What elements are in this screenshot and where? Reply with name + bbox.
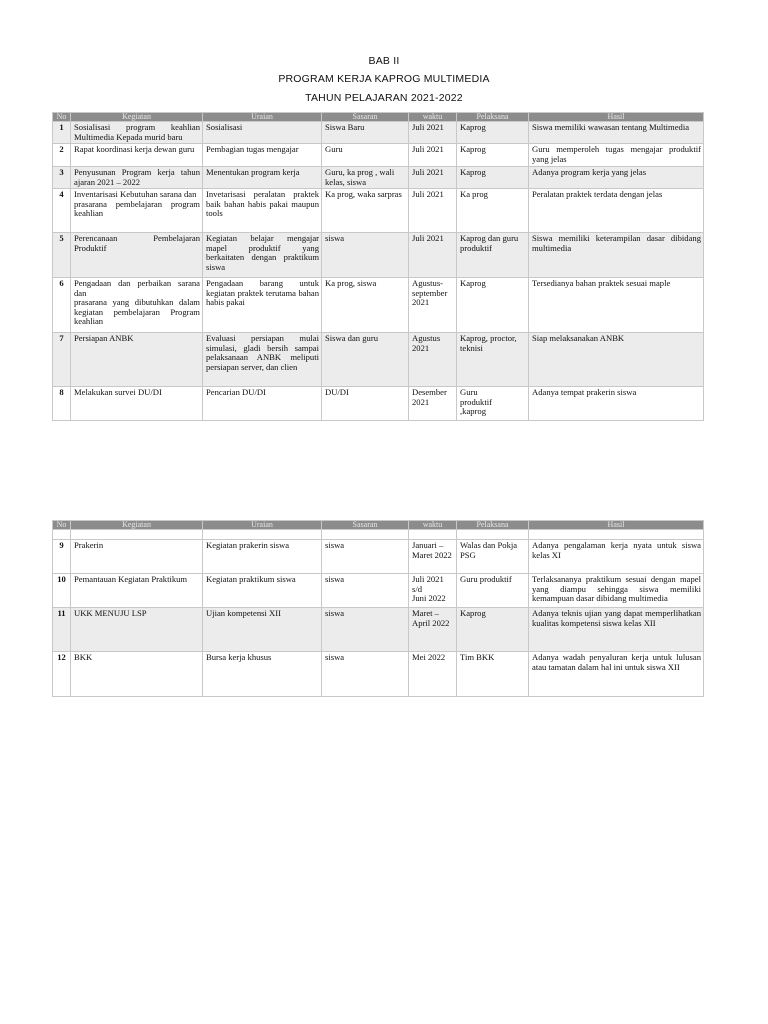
cell-pelaksana: Kaprog (457, 144, 529, 167)
cell-hasil: Siswa memiliki wawasan tentang Multimedia (529, 122, 704, 144)
header-no: No (53, 521, 71, 530)
cell-hasil: Adanya pengalaman kerja nyata untuk siswa kelas XI (529, 540, 704, 574)
program-table-2 (52, 520, 704, 697)
cell-sasaran: siswa (322, 574, 409, 608)
cell-kegiatan: Penyusunan Program kerja tahun ajaran 2021 – 2022 (71, 167, 203, 189)
table-spacer-row (53, 530, 704, 540)
cell-no: 8 (53, 387, 71, 421)
table-row (53, 387, 704, 421)
cell-uraian: Pencarian DU/DI (203, 387, 322, 421)
header-uraian: Uraian (203, 113, 322, 122)
header-sasaran: Sasaran (322, 113, 409, 122)
cell-sasaran: siswa (322, 540, 409, 574)
cell-no: 5 (53, 233, 71, 278)
cell-waktu: Juli 2021 (409, 233, 457, 278)
cell-pelaksana: Kaprog, proctor, teknisi (457, 333, 529, 387)
cell-no: 2 (53, 144, 71, 167)
chapter-title: BAB II (368, 55, 400, 67)
cell-no: 6 (53, 278, 71, 333)
cell-waktu: Maret – April 2022 (409, 608, 457, 652)
cell-no: 11 (53, 608, 71, 652)
cell-sasaran: Ka prog, siswa (322, 278, 409, 333)
cell-waktu: Agustus-september 2021 (409, 278, 457, 333)
table-row (53, 652, 704, 697)
cell-kegiatan: BKK (71, 652, 203, 697)
table-1-body (53, 122, 704, 421)
cell-uraian: Ujian kompetensi XII (203, 608, 322, 652)
cell-no: 12 (53, 652, 71, 697)
cell-kegiatan: Inventarisasi Kebutuhan sarana dan prasarana pembelajaran program keahlian (71, 189, 203, 233)
cell-waktu: Juli 2021 (409, 189, 457, 233)
cell-uraian: Pengadaan barang untuk kegiatan praktek terutama bahan habis pakai (203, 278, 322, 333)
cell-no: 3 (53, 167, 71, 189)
cell-waktu: Agustus 2021 (409, 333, 457, 387)
cell-pelaksana: Ka prog (457, 189, 529, 233)
cell-sasaran: Siswa dan guru (322, 333, 409, 387)
header-kegiatan: Kegiatan (71, 521, 203, 530)
cell-pelaksana: Kaprog dan guru produktif (457, 233, 529, 278)
cell-hasil: Adanya tempat prakerin siswa (529, 387, 704, 421)
cell-kegiatan: Rapat koordinasi kerja dewan guru (71, 144, 203, 167)
header-kegiatan: Kegiatan (71, 113, 203, 122)
cell-no: 10 (53, 574, 71, 608)
cell-uraian: Evaluasi persiapan mulai simulasi, gladi bersih sampai pelaksanaan ANBK meliputi persiapan server, dan clien (203, 333, 322, 387)
cell-pelaksana: Kaprog (457, 608, 529, 652)
cell-uraian: Pembagian tugas mengajar (203, 144, 322, 167)
cell-sasaran: Siswa Baru (322, 122, 409, 144)
cell-kegiatan: UKK MENUJU LSP (71, 608, 203, 652)
cell-sasaran: Guru, ka prog , wali kelas, siswa (322, 167, 409, 189)
header-sasaran: Sasaran (322, 521, 409, 530)
cell-pelaksana: Kaprog (457, 167, 529, 189)
table-row (53, 278, 704, 333)
cell-waktu: Desember 2021 (409, 387, 457, 421)
cell-waktu: Juli 2021 s/d Juni 2022 (409, 574, 457, 608)
table-row (53, 540, 704, 574)
cell-sasaran: siswa (322, 652, 409, 697)
cell-no: 9 (53, 540, 71, 574)
header-no: No (53, 113, 71, 122)
table-row (53, 608, 704, 652)
cell-pelaksana: Guru produktif (457, 574, 529, 608)
table-row (53, 574, 704, 608)
cell-uraian: Menentukan program kerja (203, 167, 322, 189)
cell-waktu: Januari – Maret 2022 (409, 540, 457, 574)
table-2-body (53, 540, 704, 697)
cell-kegiatan: Pengadaan dan perbaikan sarana dan prasarana yang dibutuhkan dalam kegiatan pembelajaran Program keahlian (71, 278, 203, 333)
cell-no: 4 (53, 189, 71, 233)
cell-waktu: Juli 2021 (409, 167, 457, 189)
header-waktu: waktu (409, 113, 457, 122)
cell-hasil: Adanya wadah penyaluran kerja untuk lulusan atau tamatan dalam hal ini untuk siswa XII (529, 652, 704, 697)
header-uraian: Uraian (203, 521, 322, 530)
cell-sasaran: DU/DI (322, 387, 409, 421)
cell-kegiatan: Persiapan ANBK (71, 333, 203, 387)
cell-kegiatan: Melakukan survei DU/DI (71, 387, 203, 421)
cell-sasaran: siswa (322, 608, 409, 652)
table-row (53, 122, 704, 144)
cell-hasil: Peralatan praktek terdata dengan jelas (529, 189, 704, 233)
cell-sasaran: siswa (322, 233, 409, 278)
table-row (53, 167, 704, 189)
cell-uraian: Invetarisasi peralatan praktek baik bahan habis pakai maupun tools (203, 189, 322, 233)
cell-hasil: Guru memperoleh tugas mengajar produktif yang jelas (529, 144, 704, 167)
cell-sasaran: Guru (322, 144, 409, 167)
table-row (53, 144, 704, 167)
cell-no: 7 (53, 333, 71, 387)
cell-waktu: Juli 2021 (409, 144, 457, 167)
table-row (53, 233, 704, 278)
header-hasil: Hasil (529, 521, 704, 530)
cell-uraian: Bursa kerja khusus (203, 652, 322, 697)
year-title: TAHUN PELAJARAN 2021-2022 (305, 92, 463, 104)
cell-uraian: Kegiatan prakerin siswa (203, 540, 322, 574)
cell-uraian: Kegiatan belajar mengajar mapel produktif yang berkaitaten dengan praktikum siswa (203, 233, 322, 278)
table-header-row (53, 113, 704, 122)
cell-no: 1 (53, 122, 71, 144)
cell-kegiatan: Sosialisasi program keahlian Multimedia Kepada murid baru (71, 122, 203, 144)
cell-pelaksana: Walas dan Pokja PSG (457, 540, 529, 574)
cell-pelaksana: Guru produktif ,kaprog (457, 387, 529, 421)
cell-kegiatan: Prakerin (71, 540, 203, 574)
cell-uraian: Sosialisasi (203, 122, 322, 144)
cell-hasil: Adanya teknis ujian yang dapat memperlihatkan kualitas kompetensi siswa kelas XII (529, 608, 704, 652)
table-row (53, 333, 704, 387)
program-table-1 (52, 112, 704, 421)
cell-kegiatan: Perencanaan Pembelajaran Produktif (71, 233, 203, 278)
cell-hasil: Siswa memiliki keterampilan dasar dibidang multimedia (529, 233, 704, 278)
cell-waktu: Mei 2022 (409, 652, 457, 697)
cell-hasil: Tersedianya bahan praktek sesuai maple (529, 278, 704, 333)
table-row (53, 189, 704, 233)
cell-hasil: Siap melaksanakan ANBK (529, 333, 704, 387)
cell-pelaksana: Kaprog (457, 122, 529, 144)
cell-kegiatan: Pemantauan Kegiatan Praktikum (71, 574, 203, 608)
cell-pelaksana: Kaprog (457, 278, 529, 333)
table-header-row (53, 521, 704, 530)
cell-hasil: Adanya program kerja yang jelas (529, 167, 704, 189)
cell-hasil: Terlaksananya praktikum sesuai dengan mapel yang diampu sehingga siswa memiliki kemampuan dasar dibidang multimedia (529, 574, 704, 608)
cell-waktu: Juli 2021 (409, 122, 457, 144)
cell-sasaran: Ka prog, waka sarpras (322, 189, 409, 233)
cell-uraian: Kegiatan praktikum siswa (203, 574, 322, 608)
program-title: PROGRAM KERJA KAPROG MULTIMEDIA (278, 73, 490, 85)
cell-pelaksana: Tim BKK (457, 652, 529, 697)
header-pelaksana: Pelaksana (457, 113, 529, 122)
header-hasil: Hasil (529, 113, 704, 122)
header-pelaksana: Pelaksana (457, 521, 529, 530)
header-waktu: waktu (409, 521, 457, 530)
